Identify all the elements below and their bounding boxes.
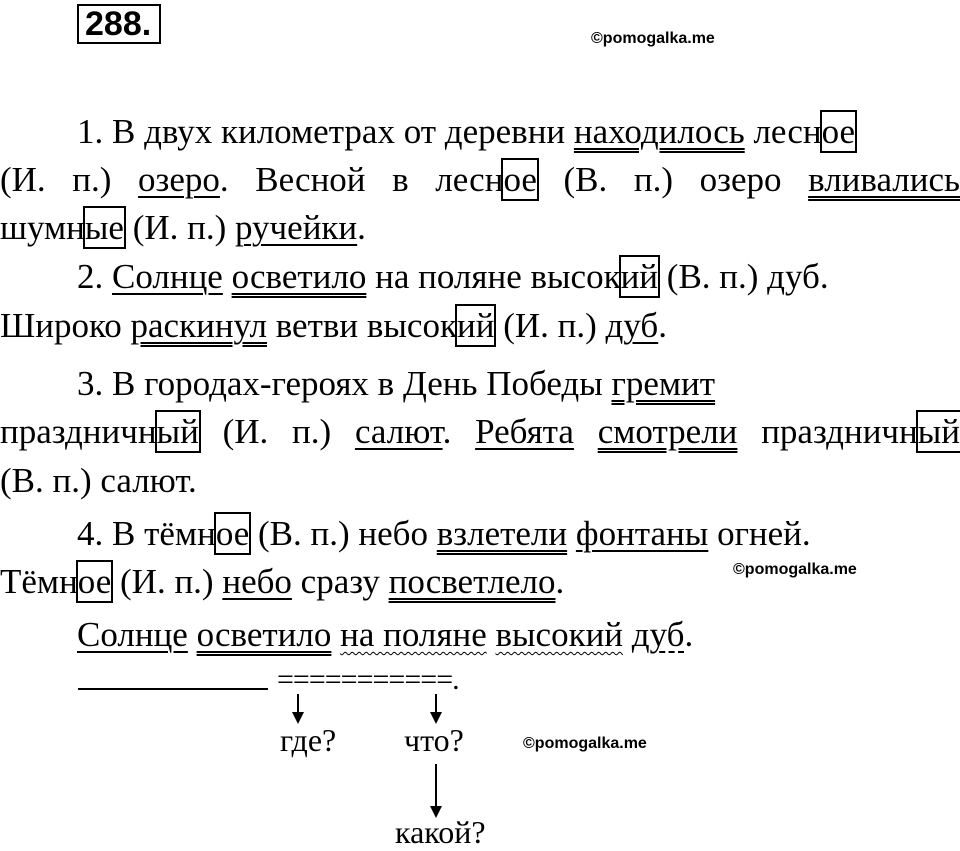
object: дуб — [631, 615, 685, 654]
question-which: какой? — [395, 814, 486, 850]
predicate: взлетели — [436, 514, 568, 553]
watermark: ©pomogalka.me — [733, 561, 857, 578]
p3-line-1: 3. В городах-героях в День Победы гремит — [77, 364, 716, 403]
watermark: ©pomogalka.me — [591, 30, 715, 47]
subject: озеро — [138, 160, 220, 199]
subject: небо — [222, 562, 292, 601]
p3-line-3: (В. п.) салют. — [0, 461, 197, 500]
attribute: высокий — [495, 615, 624, 654]
subject: Солнце — [77, 615, 188, 654]
question-what: что? — [404, 722, 464, 758]
subject: салют — [354, 412, 443, 451]
ending-box: ые — [84, 208, 124, 247]
subject: ручейки — [235, 208, 358, 247]
question-where: где? — [280, 722, 337, 758]
ending-box: ый — [917, 412, 960, 451]
subject: Солнце — [112, 257, 223, 296]
ending-box: ое — [77, 562, 112, 601]
ending-box: ое — [821, 112, 856, 151]
predicate: находилось — [573, 112, 745, 151]
subject: Ребята — [475, 412, 574, 451]
ending-box: ое — [503, 160, 537, 199]
ending-box: ий — [456, 306, 495, 345]
predicate: смотрели — [597, 412, 738, 451]
p1-line-1: 1. В двух километрах от деревни находилось лесное — [77, 112, 856, 151]
predicate: раскинул — [130, 306, 267, 345]
subject: дуб — [605, 306, 659, 345]
ending-box: ое — [215, 514, 250, 553]
predicate: вливались — [808, 160, 960, 199]
predicate: гремит — [611, 364, 716, 403]
ending-box: ый — [156, 412, 199, 451]
p3-line-2: праздничный (И. п.) салют. Ребята смотрели праздничный — [0, 412, 960, 451]
p4-line-2: Тёмное (И. п.) небо сразу посветлело. — [0, 562, 565, 601]
subject: фонтаны — [575, 514, 709, 553]
p4-line-1: 4. В тёмное (В. п.) небо взлетели фонтаны огней. — [77, 514, 811, 553]
scheme-subject-line — [78, 688, 268, 690]
arrow-line — [435, 764, 437, 808]
exercise-number: 288. — [77, 4, 161, 44]
p1-line-3: шумные (И. п.) ручейки. — [0, 208, 366, 247]
scheme-predicate: ===========. — [277, 663, 459, 696]
arrow-line — [435, 694, 437, 714]
analysis-sentence: Солнце осветило на поляне высокий дуб. — [77, 615, 694, 654]
watermark: ©pomogalka.me — [523, 735, 647, 752]
p1-line-2: (И. п.) озеро. Весной в лесное (В. п.) озеро вливались — [0, 160, 960, 199]
predicate: посветлело — [388, 562, 556, 601]
arrow-line — [297, 694, 299, 714]
adverbial: на поляне — [340, 615, 487, 654]
predicate: осветило — [231, 257, 367, 296]
p2-line-2: Широко раскинул ветви высокий (И. п.) дуб. — [0, 306, 667, 345]
predicate: осветило — [196, 615, 332, 654]
p2-line-1: 2. Солнце осветило на поляне высокий (В. п.) дуб. — [77, 257, 829, 296]
ending-box: ий — [620, 257, 659, 296]
